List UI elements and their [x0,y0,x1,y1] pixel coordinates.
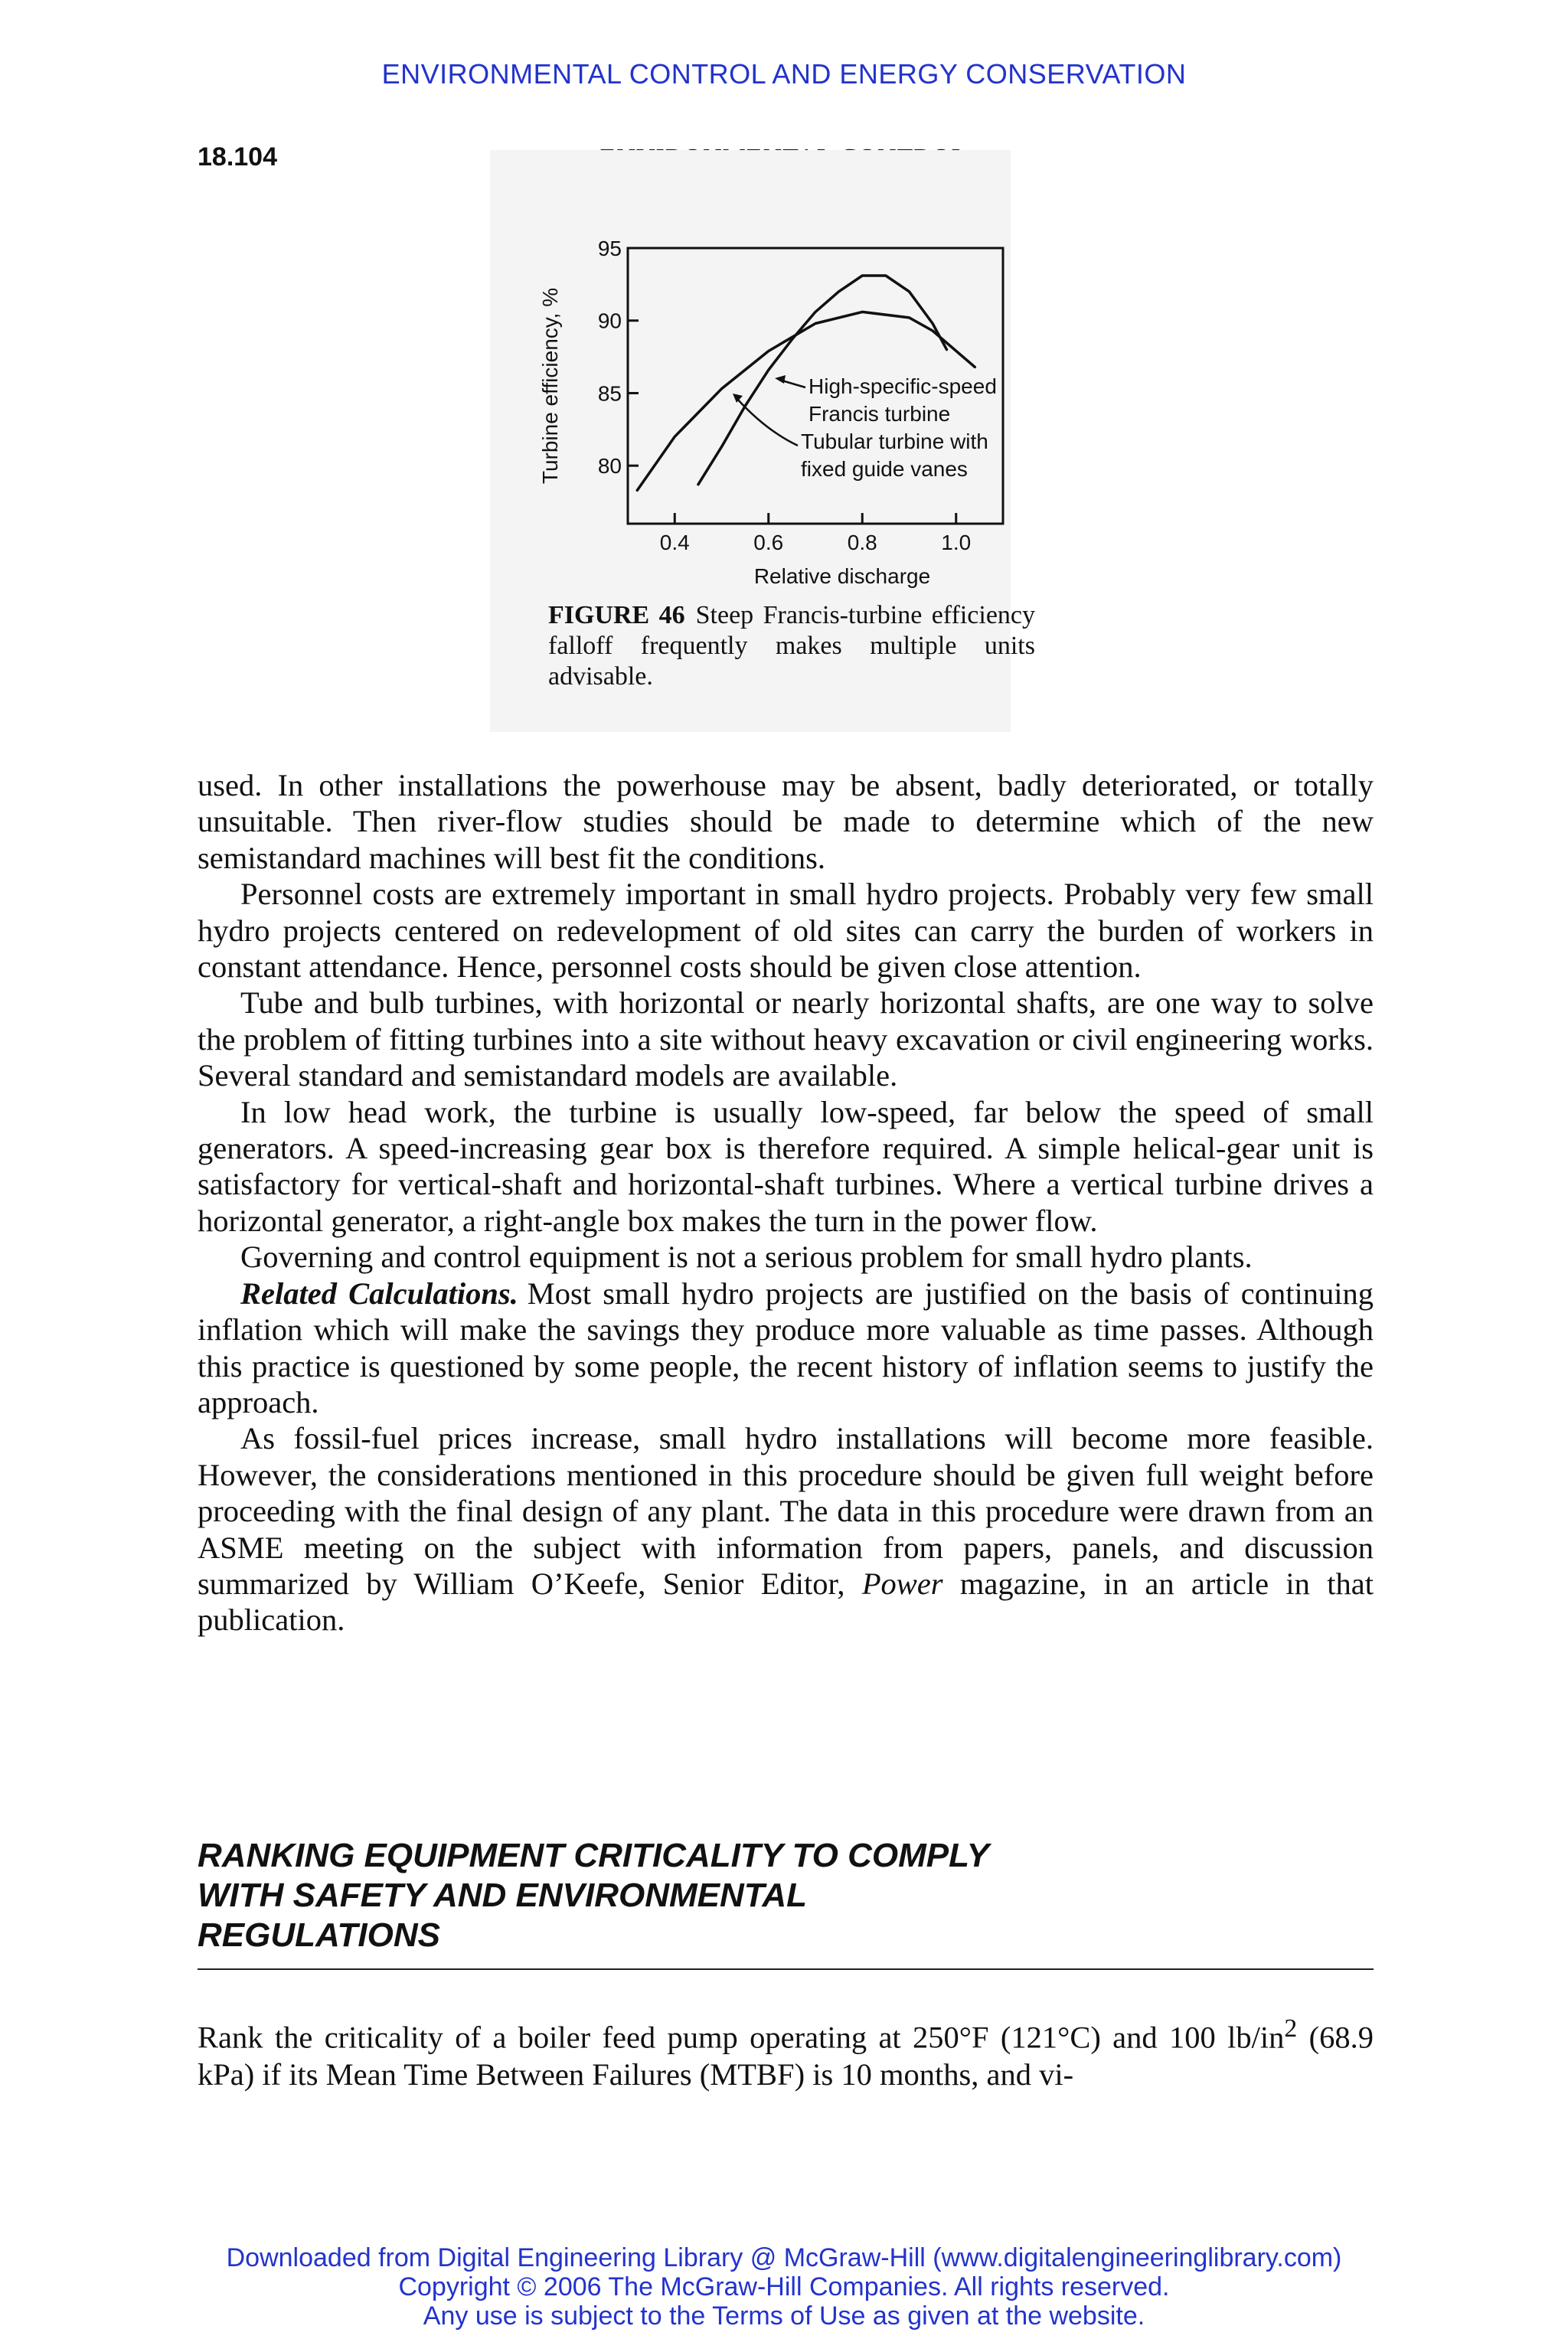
section-title [198,1836,1374,1955]
series-label-francis [808,374,1003,426]
footer-copyright: Copyright © 2006 The McGraw-Hill Companies. All rights reserved. [398,2272,1170,2301]
series-label-francis-line1: High-specific-speed [808,374,997,398]
paragraph: Governing and control equipment is not a serious problem for small hydro plants. [240,1240,1253,1275]
y-axis-label: Turbine efficiency, % [538,287,562,485]
problem-text: (68.9 kPa) if its Mean Time Between Failures (MTBF) is 10 months, and vi- [198,2020,1374,2092]
section-title-line: WITH SAFETY AND ENVIRONMENTAL [198,1877,808,1914]
run-in-heading: Related Calculations. [240,1276,518,1311]
page-number: 18.104 [198,142,277,172]
figure-caption-text: Steep Francis-turbine efficiency falloff frequently makes multiple units advisable. [548,601,1035,691]
leader-tubular-arrowhead [733,394,743,403]
paragraph: In low head work, the turbine is usually low-speed, far below the speed of small generators. A speed-increasing gear box is therefore required. A simple helical-gear unit is satisfactory for vertical-shaft and horizontal-shaft turbines. Where a vertical turbine drives a horizontal generator, a right-angle box makes the turn in the power flow. [198,1094,1374,1238]
paragraph: Personnel costs are extremely important in small hydro projects. Probably very few small hydro projects centered on redevelopment of old sites can carry the burden of workers in constant attendance. Hence, personnel costs should be given close attention. [198,877,1374,985]
y-tick-label: 85 [597,381,622,406]
series-label-francis-line2: Francis turbine [808,402,951,426]
paragraph: Tube and bulb turbines, with horizontal or nearly horizontal shafts, are one way to solve the problem of fitting turbines into a site without heavy excavation or civil engineering works. Several standard and semistandard models are available. [198,985,1374,1093]
y-tick-label: 80 [597,454,622,479]
y-tick-label: 95 [597,237,622,260]
problem-statement [198,2011,1374,2093]
leader-francis-arrowhead [775,375,786,384]
series-label-tubular-line2: fixed guide vanes [801,457,968,481]
x-tick-label: 0.4 [659,531,690,554]
efficiency-chart [536,230,1041,597]
series-label-tubular [801,430,995,481]
y-tick-label: 90 [597,309,622,333]
x-tick-label: 1.0 [941,531,972,554]
problem-text: Rank the criticality of a boiler feed pump operating at 250°F (121°C) and 100 lb/in [198,2020,1285,2055]
download-footer [0,2243,1568,2331]
x-axis-label: Relative discharge [753,564,931,588]
paragraph-text: As fossil-fuel prices increase, small hydro installations will become more feasible. However, the considerations mentioned in this procedure should be given full weight before proceeding with the final design of any plant. The data in this procedure were drawn from an ASME meeting on the subject with information from papers, panels, and discussion summarized by William O’Keefe, Senior Editor, [198,1421,1374,1601]
footer-terms: Any use is subject to the Terms of Use as given at the website. [423,2301,1145,2331]
paragraph [198,1420,1374,1638]
figure-label: FIGURE 46 [548,601,685,629]
paragraph-text: Most small hydro projects are justified on the basis of continuing inflation which will make the savings they produce more valuable as time passes. Although this practice is questioned by some people, the recent history of inflation seems to justify the approach. [198,1276,1374,1419]
top-banner-title: ENVIRONMENTAL CONTROL AND ENERGY CONSERVATION [381,58,1187,90]
series-label-tubular-line1: Tubular turbine with [801,430,988,453]
section-title-line: RANKING EQUIPMENT CRITICALITY TO COMPLY [198,1837,990,1874]
x-tick-label: 0.8 [847,531,877,554]
section-title-line: REGULATIONS [198,1916,440,1954]
paragraph: used. In other installations the powerhouse may be absent, badly deteriorated, or totally unsuitable. Then river-flow studies should be made to determine which of the new semistandard machines will best fit the conditions. [198,768,1374,875]
superscript: 2 [1284,2014,1298,2043]
body-text [198,767,1374,1638]
figure-caption [548,600,1035,692]
x-tick-label: 0.6 [753,531,784,554]
section-divider [198,1968,1374,1970]
footer-download-notice: Downloaded from Digital Engineering Library @ McGraw-Hill (www.digitalengineeringlibrary.com) [226,2243,1342,2272]
paragraph [198,1276,1374,1421]
magazine-title: Power [861,1566,943,1601]
paragraph-text: magazine, in an article in that publication. [198,1566,1374,1638]
